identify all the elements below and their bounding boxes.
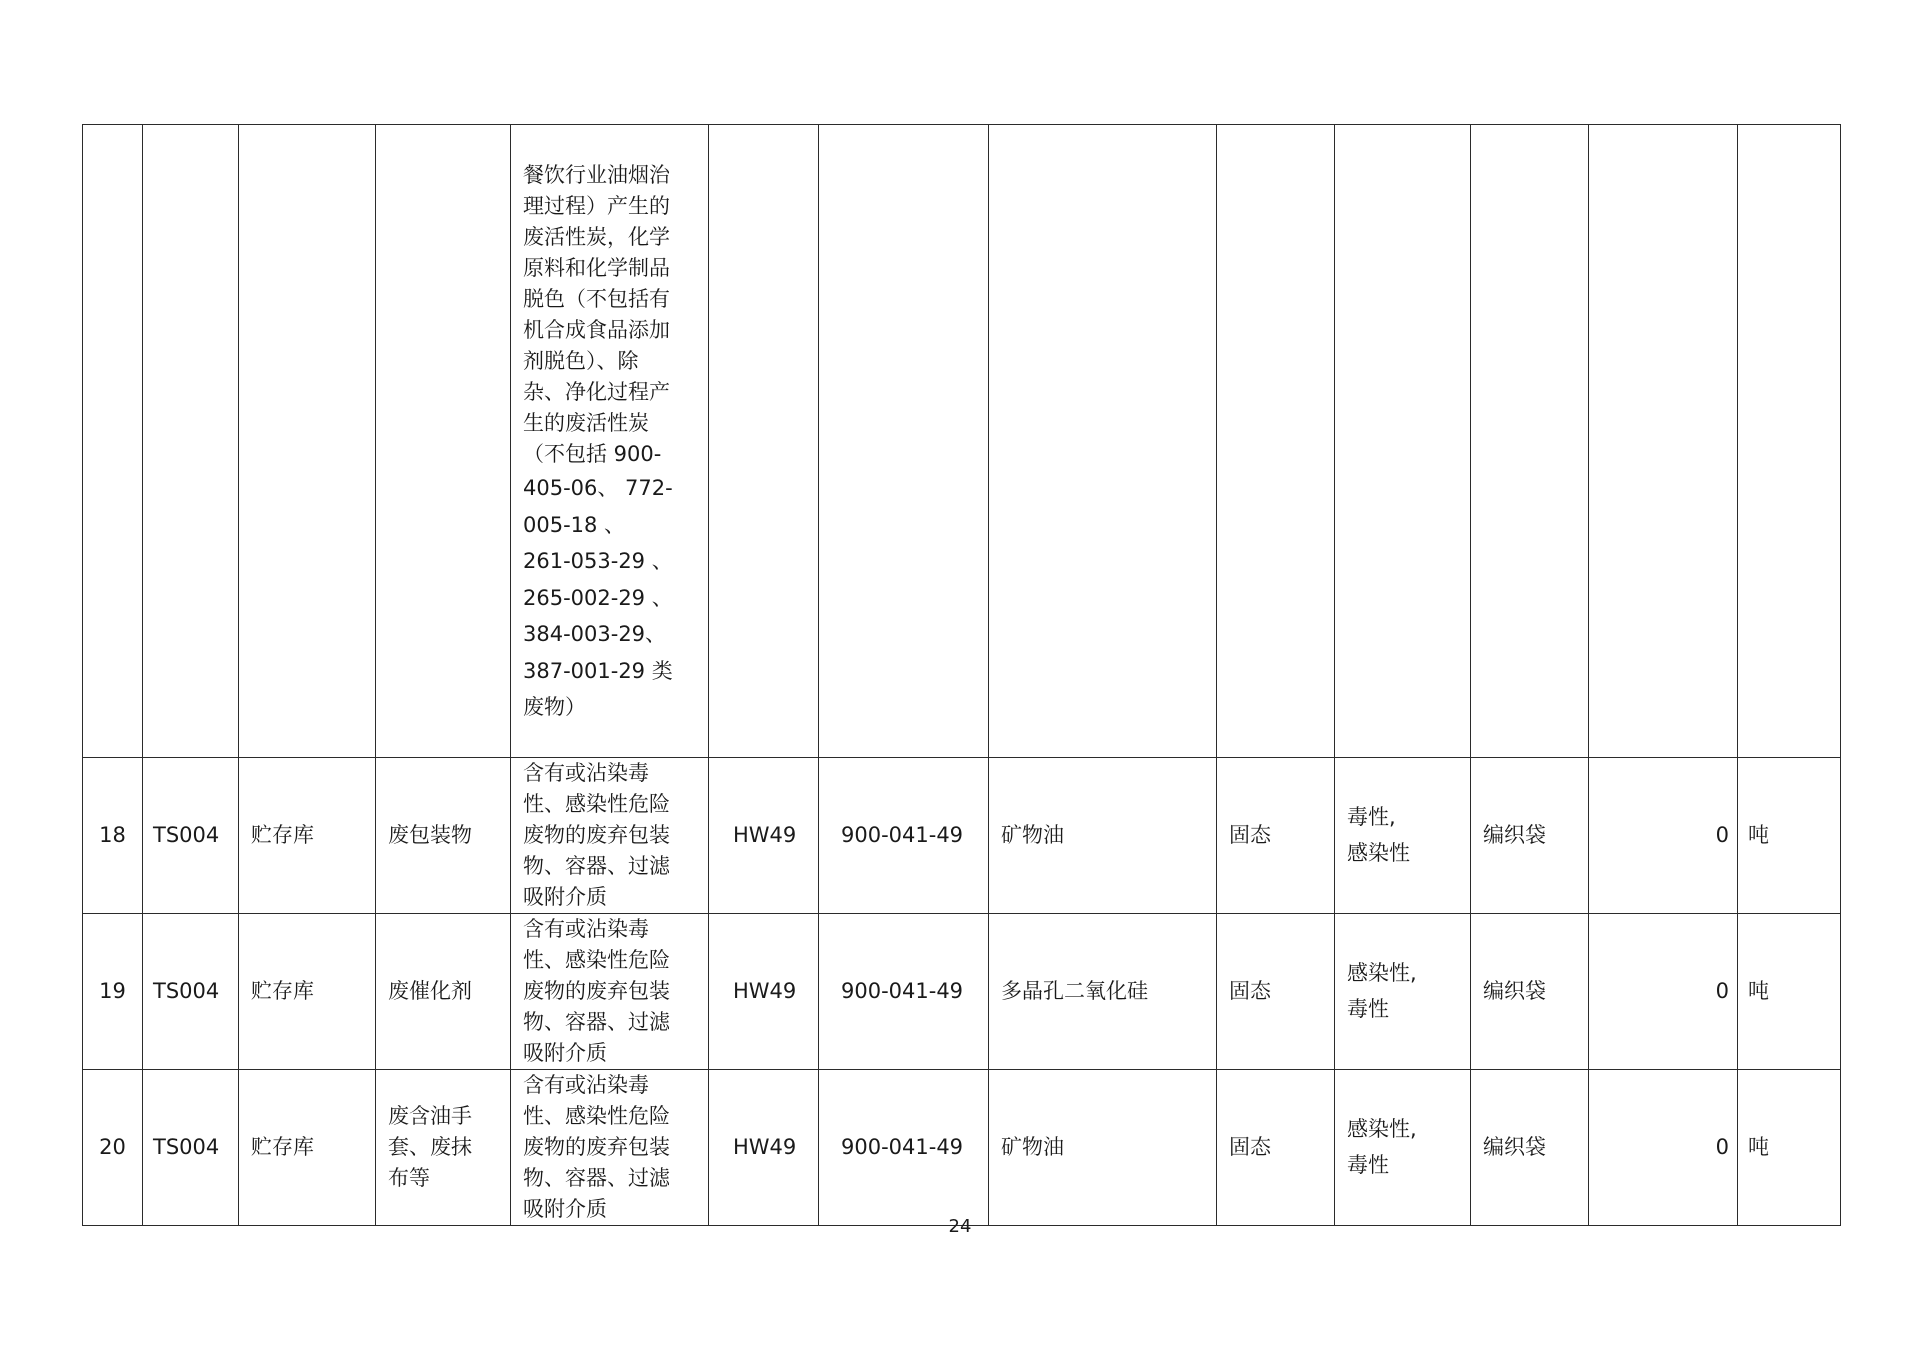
cell-unit: 吨 bbox=[1738, 1069, 1841, 1225]
cell-amount: 0 bbox=[1589, 1069, 1738, 1225]
cell-unit bbox=[1738, 125, 1841, 758]
cell-packaging bbox=[1471, 125, 1589, 758]
cell-hazard: 毒性, 感染性 bbox=[1335, 757, 1471, 913]
cell-unit: 吨 bbox=[1738, 757, 1841, 913]
cell-description: 含有或沾染毒 性、感染性危险 废物的废弃包装 物、容器、过滤 吸附介质 bbox=[511, 757, 709, 913]
cell-unit: 吨 bbox=[1738, 913, 1841, 1069]
cell-num: 19 bbox=[83, 913, 143, 1069]
description-codes: 405-06、 772- 005-18 、 261-053-29 、 265-002-29 、 384-003-29、 387-001-29 类 废物） bbox=[523, 476, 673, 719]
cell-location: 贮存库 bbox=[239, 913, 376, 1069]
cell-hw-code: 900-041-49 bbox=[819, 913, 989, 1069]
cell-packaging: 编织袋 bbox=[1471, 1069, 1589, 1225]
cell-name: 废催化剂 bbox=[376, 913, 511, 1069]
cell-category: HW49 bbox=[709, 1069, 819, 1225]
cell-location: 贮存库 bbox=[239, 757, 376, 913]
cell-hazard: 感染性, 毒性 bbox=[1335, 1069, 1471, 1225]
cell-amount bbox=[1589, 125, 1738, 758]
cell-form bbox=[1217, 125, 1335, 758]
cell-amount: 0 bbox=[1589, 757, 1738, 913]
table-row bbox=[83, 1069, 1841, 1225]
cell-form: 固态 bbox=[1217, 1069, 1335, 1225]
cell-description bbox=[511, 125, 709, 758]
cell-hw-code: 900-041-49 bbox=[819, 757, 989, 913]
cell-description: 含有或沾染毒 性、感染性危险 废物的废弃包装 物、容器、过滤 吸附介质 bbox=[511, 913, 709, 1069]
table-row bbox=[83, 757, 1841, 913]
description-text: 餐饮行业油烟治 理过程）产生的 废活性炭，化学 原料和化学制品 脱色（不包括有 机合成食品添加 剂脱色）、除 杂、净化过程产 生的废活性炭 （不包括 900- bbox=[523, 163, 670, 466]
cell-hw-code bbox=[819, 125, 989, 758]
cell-name bbox=[376, 125, 511, 758]
cell-packaging: 编织袋 bbox=[1471, 757, 1589, 913]
cell-component: 多晶孔二氧化硅 bbox=[989, 913, 1217, 1069]
cell-amount: 0 bbox=[1589, 913, 1738, 1069]
cell-category: HW49 bbox=[709, 757, 819, 913]
cell-form: 固态 bbox=[1217, 913, 1335, 1069]
cell-hw-code: 900-041-49 bbox=[819, 1069, 989, 1225]
hazardous-waste-table bbox=[82, 124, 1841, 1226]
cell-component: 矿物油 bbox=[989, 1069, 1217, 1225]
cell-code: TS004 bbox=[143, 757, 239, 913]
table-row bbox=[83, 913, 1841, 1069]
cell-category: HW49 bbox=[709, 913, 819, 1069]
cell-name: 废含油手 套、废抹 布等 bbox=[376, 1069, 511, 1225]
cell-code bbox=[143, 125, 239, 758]
cell-code: TS004 bbox=[143, 1069, 239, 1225]
cell-component bbox=[989, 125, 1217, 758]
cell-category bbox=[709, 125, 819, 758]
table-row bbox=[83, 125, 1841, 758]
cell-form: 固态 bbox=[1217, 757, 1335, 913]
cell-location: 贮存库 bbox=[239, 1069, 376, 1225]
cell-hazard: 感染性, 毒性 bbox=[1335, 913, 1471, 1069]
page-number: 24 bbox=[948, 1216, 972, 1237]
cell-hazard bbox=[1335, 125, 1471, 758]
cell-packaging: 编织袋 bbox=[1471, 913, 1589, 1069]
cell-name: 废包装物 bbox=[376, 757, 511, 913]
cell-num bbox=[83, 125, 143, 758]
cell-component: 矿物油 bbox=[989, 757, 1217, 913]
cell-description: 含有或沾染毒 性、感染性危险 废物的废弃包装 物、容器、过滤 吸附介质 bbox=[511, 1069, 709, 1225]
cell-num: 18 bbox=[83, 757, 143, 913]
cell-location bbox=[239, 125, 376, 758]
cell-num: 20 bbox=[83, 1069, 143, 1225]
cell-code: TS004 bbox=[143, 913, 239, 1069]
